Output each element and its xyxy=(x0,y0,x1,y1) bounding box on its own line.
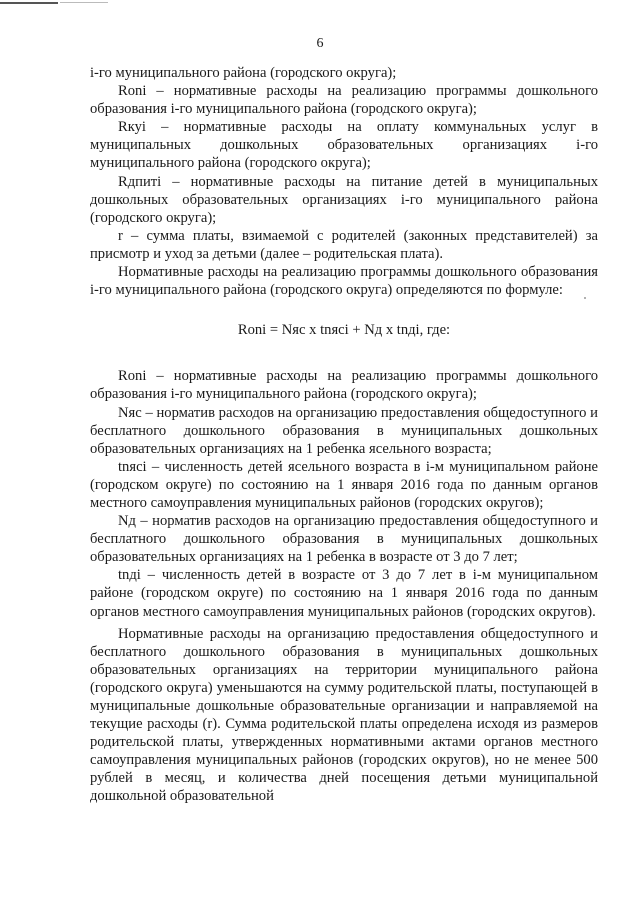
formula: Rоnі = Nяс x tnясі + Nд x tnдi, где: xyxy=(237,322,451,339)
scan-edge-mark-faint xyxy=(60,2,108,3)
definition-nd: Nд – норматив расходов на организацию предоставления общедоступного и бесплатного дошкольного образования в муниципальных дошкольных образовательных организациях на 1 ребенка в возрасте от 3 до 7 лет; xyxy=(90,513,598,566)
paragraph-rkui-definition: Rкуі – нормативные расходы на оплату коммунальных услуг в муниципальных дошкольных образовательных организациях i-го муниципального района (городского округа); xyxy=(90,119,598,172)
definition-nyas: Nяс – норматив расходов на организацию предоставления общедоступного и бесплатного дошкольного образования в муниципальных дошкольных образовательных организациях на 1 ребенка ясельного возраста; xyxy=(90,404,598,457)
definition-tndi: tnдi – численность детей в возрасте от 3 до 7 лет в i-м муниципальном районе (городском округе) по состоянию на 1 января 2016 года по данным органов местного самоуправления муниципальных районов (городских округов). xyxy=(90,567,598,620)
paragraph-ronі-definition: Rоnі – нормативные расходы на реализацию программы дошкольного образования i-го муниципального района (городского округа); xyxy=(90,83,598,118)
paragraph-r-definition: r – сумма платы, взимаемой с родителей (законных представителей) за присмотр и уход за детьми (далее – родительская плата). xyxy=(90,227,598,262)
paragraph-rdpiti-definition: Rдпиті – нормативные расходы на питание детей в муниципальных дошкольных образовательных организациях i-го муниципального района (городского округа); xyxy=(90,173,598,226)
paragraph-continuation: i-го муниципального района (городского округа); xyxy=(90,65,397,81)
paragraph-closing: Нормативные расходы на организацию предоставления общедоступного и бесплатного дошкольного образования в муниципальных дошкольных образовательных организациях на территории муниципального района (городского округа) уменьшаются на сумму родительской платы, поступающей в муниципальные дошкольные образовательные организации и направляемой на текущие расходы (r). Сумма родительской платы определена исходя из размеров родительской платы, утвержденных нормативными актами органов местного самоуправления муниципальных районов (городских округов), но не менее 500 рублей в месяц, и количества дней посещения детьми муниципальной дошкольной образовательной xyxy=(90,625,598,805)
paragraph-formula-intro: Нормативные расходы на реализацию программы дошкольного образования i-го муниципального района (городского округа) определяются по формуле: xyxy=(90,264,598,299)
definition-tnyasi: tnясі – численность детей ясельного возраста в i-м муниципальном районе (городском округе) по состоянию на 1 января 2016 года по данным органов местного самоуправления муниципальных районов (городских округов); xyxy=(90,458,598,511)
scan-edge-mark xyxy=(0,2,58,4)
definition-roni: Rоnі – нормативные расходы на реализацию программы дошкольного образования i-го муниципального района (городского округа); xyxy=(90,368,598,403)
page-number: 6 xyxy=(316,36,324,51)
document-body xyxy=(90,64,598,806)
